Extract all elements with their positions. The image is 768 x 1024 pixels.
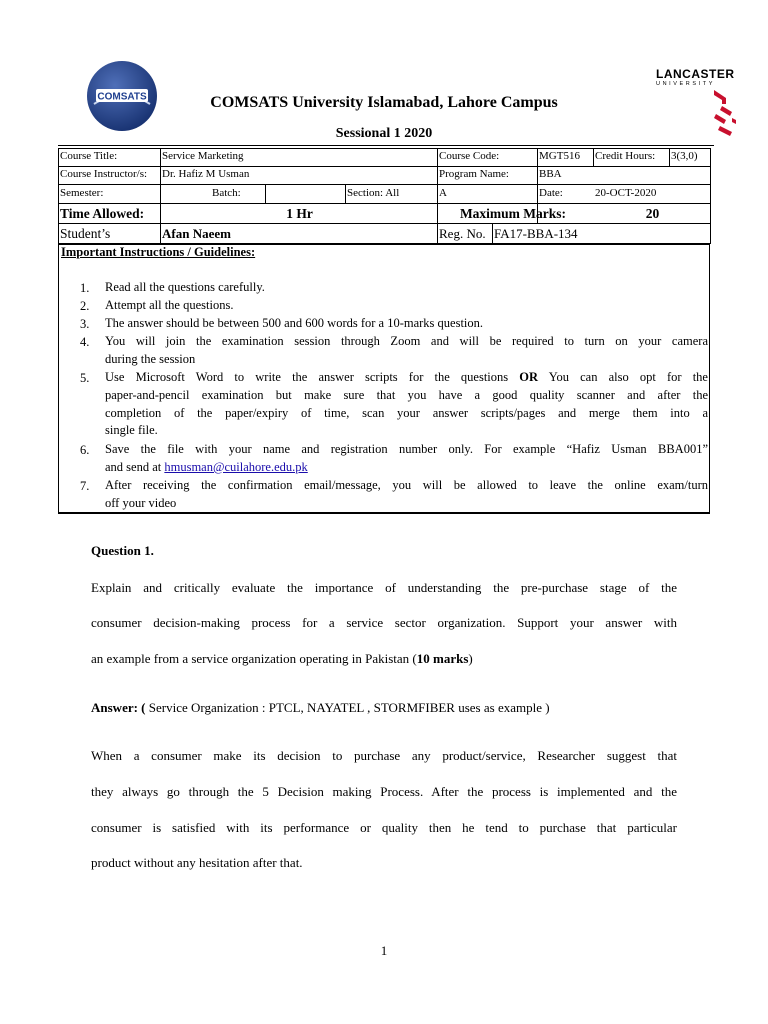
table-rule: [265, 184, 266, 203]
question-line: Explain and critically evaluate the importance of understanding the pre-purchase stage of the: [91, 580, 677, 595]
instructor-value: Dr. Hafiz M Usman: [162, 168, 250, 180]
header-divider: [58, 145, 714, 146]
credit-hours-label: Credit Hours:: [595, 150, 656, 162]
question-marks: 10 marks: [416, 651, 469, 666]
instruction-line: paper-and-pencil examination but make sure that you have a good quality scanner and after the: [105, 387, 708, 402]
instruction-item: [105, 297, 708, 315]
answer-label: Answer: (: [91, 700, 146, 715]
instruction-line: You will join the examination session through Zoom and will be required to turn on your camera: [105, 334, 708, 348]
instruction-text: and send at hmusman@cuilahore.edu.pk: [105, 459, 308, 474]
course-title-value: Service Marketing: [162, 150, 244, 162]
answer-line: they always go through the 5 Decision making Process. After the process is implemented and the: [91, 784, 677, 799]
question-text-end: ): [468, 651, 473, 666]
table-rule: [710, 148, 711, 244]
question-text: an example from a service organization operating in Pakistan (: [91, 651, 417, 666]
instruction-line: off your video: [105, 495, 177, 510]
semester-label: Semester:: [60, 187, 104, 199]
instruction-line: Read all the questions carefully.: [105, 280, 265, 294]
student-name: Afan Naeem: [162, 226, 231, 241]
course-code-value: MGT516: [539, 150, 580, 162]
answer-heading-line: [91, 699, 677, 717]
section-value: A: [439, 187, 447, 199]
instruction-number: 1.: [80, 281, 90, 295]
instruction-line: Save the file with your name and registration number only. For example “Hafiz Usman BBA001”: [105, 442, 708, 456]
instruction-item: [105, 369, 708, 440]
student-label: Student’s: [60, 226, 111, 241]
comsats-logo-text: COMSATS: [97, 91, 147, 103]
instruction-number: 4.: [80, 335, 90, 349]
credit-hours-value: 3(3,0): [671, 150, 698, 162]
or-emphasis: OR: [519, 370, 539, 384]
instruction-line: After receiving the confirmation email/message, you will be allowed to leave the online exam/turn: [105, 478, 708, 492]
max-marks-label: Maximum Marks:: [459, 206, 567, 221]
instruction-number: 6.: [80, 443, 90, 457]
instruction-item: [105, 279, 708, 297]
question-heading: Question 1.: [91, 543, 154, 558]
instruction-line: The answer should be between 500 and 600 words for a 10-marks question.: [105, 316, 484, 330]
instruction-number: 3.: [80, 317, 90, 331]
date-value: 20-OCT-2020: [595, 187, 657, 199]
program-label: Program Name:: [439, 168, 509, 180]
instruction-number: 7.: [80, 479, 90, 493]
program-value: BBA: [539, 168, 562, 180]
lancaster-logo-name: LANCASTER: [656, 67, 735, 81]
max-marks-value: 20: [645, 206, 660, 221]
time-allowed-value: 1 Hr: [286, 206, 313, 221]
instruction-number: 2.: [80, 299, 90, 313]
instruction-line: during the session: [105, 351, 196, 366]
answer-line: product without any hesitation after that.: [91, 855, 303, 870]
instructor-label: Course Instructor/s:: [60, 168, 148, 180]
lancaster-emblem-icon: [656, 88, 736, 138]
reg-no-value: FA17-BBA-134: [494, 226, 578, 241]
university-title: COMSATS University Islamabad, Lahore Campus: [210, 94, 558, 111]
course-code-label: Course Code:: [439, 150, 500, 162]
instruction-number: 5.: [80, 371, 90, 385]
instruction-line: [105, 459, 708, 477]
section-label: Section: All: [347, 187, 400, 199]
instruction-line: completion of the paper/expiry of time, scan your answer scripts/pages and merge them into a: [105, 405, 708, 420]
date-label: Date:: [539, 187, 563, 199]
instruction-line: single file.: [105, 423, 158, 438]
time-allowed-label: Time Allowed:: [60, 206, 145, 221]
batch-label: Batch:: [212, 187, 241, 199]
instructions-heading: Important Instructions / Guidelines:: [61, 245, 256, 259]
instruction-item: [105, 333, 708, 369]
answer-line: consumer is satisfied with its performance or quality then he tend to purchase that particular: [91, 820, 677, 835]
instruction-line: [105, 369, 708, 387]
instruction-item: [105, 477, 708, 513]
instruction-item: [105, 315, 708, 333]
instruction-item: [105, 441, 708, 477]
page-number: 1: [380, 943, 388, 958]
course-title-label: Course Title:: [60, 150, 118, 162]
lancaster-logo-subtitle: UNIVERSITY: [656, 81, 716, 87]
instruction-line: Attempt all the questions.: [105, 298, 234, 312]
question-line: [91, 650, 677, 668]
answer-intro: Service Organization : PTCL, NAYATEL , STORMFIBER uses as example ): [145, 700, 550, 715]
lancaster-logo: [656, 68, 736, 138]
question-line: consumer decision-making process for a service sector organization. Support your answer with: [91, 615, 677, 630]
email-link[interactable]: hmusman@cuilahore.edu.pk: [164, 459, 308, 474]
reg-no-label: Reg. No.: [439, 226, 486, 241]
answer-line: When a consumer make its decision to purchase any product/service, Researcher suggest that: [91, 748, 677, 763]
instruction-text: Use Microsoft Word to write the answer scripts for the questions OR You can also opt for the: [105, 370, 708, 384]
session-title: Sessional 1 2020: [335, 126, 433, 141]
